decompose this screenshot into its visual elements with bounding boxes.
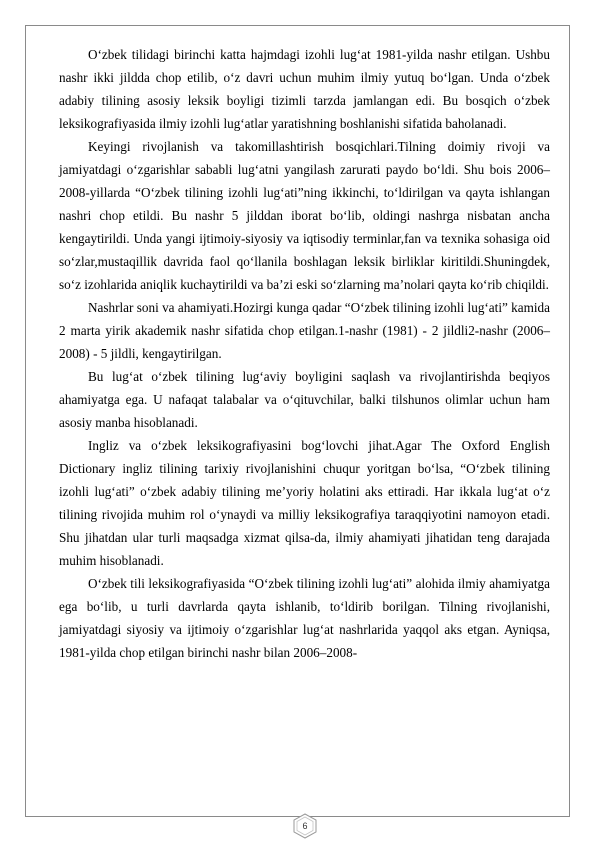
page-number-badge	[291, 812, 319, 840]
paragraph-2: Keyingi rivojlanish va takomillashtirish bosqichlari.Tilning doimiy rivoji va jamiyatdagi o‘zgarishlar sababli lug‘atni yangilash zarurati paydo bo‘ldi. Shu bois 2006–2008-yillarda “O‘zbek tilining izohli lug‘ati”ning ikkinchi, to‘ldirilgan va qayta ishlangan nashri chop etildi. Bu nashr 5 jilddan iborat bo‘lib, oldingi nashrga nisbatan ancha kengaytirildi. Unda yangi ijtimoiy-siyosiy va iqtisodiy terminlar,fan va texnika sohasiga oid so‘zlar,mustaqillik davrida faol qo‘llanila boshlagan leksik birliklar kiritildi.Shuningdek, so‘z izohlarida aniqlik kuchaytirildi va ba’zi eski so‘zlarning ma’nolari qayta ko‘rib chiqildi.	[59, 139, 550, 292]
paragraph-4: Bu lug‘at o‘zbek tilining lug‘aviy boyligini saqlash va rivojlantirishda beqiyos ahamiyatga ega. U nafaqat talabalar va o‘qituvchilar, balki tilshunos olimlar uchun ham asosiy manba hisoblanadi.	[59, 369, 550, 430]
paragraph-3: Nashrlar soni va ahamiyati.Hozirgi kunga qadar “O‘zbek tilining izohli lug‘ati” kamida 2 marta yirik akademik nashr sifatida chop etilgan.1-nashr (1981) - 2 jildli2-nashr (2006–2008) - 5 jildli, kengaytirilgan.	[59, 300, 550, 361]
document-body	[59, 43, 550, 664]
page-number: 6	[302, 821, 308, 831]
paragraph-1: O‘zbek tilidagi birinchi katta hajmdagi izohli lug‘at 1981-yilda nashr etilgan. Ushbu nashr ikki jildda chop etilib, o‘z davri uchun muhim ilmiy yutuq bo‘lgan. Unda o‘zbek adabiy tilining asosiy leksik boyligi tizimli tarzda jamlangan edi. Bu bosqich o‘zbek leksikografiyasida ilmiy izohli lug‘atlar yaratishning boshlanishi sifatida baholanadi.	[59, 47, 550, 131]
paragraph-6: O‘zbek tili leksikografiyasida “O‘zbek tilining izohli lug‘ati” alohida ilmiy ahamiyatga ega bo‘lib, u turli davrlarda qayta ishlanib, to‘ldirib borilgan. Tilning rivojlanishi, jamiyatdagi siyosiy va ijtimoiy o‘zgarishlar lug‘at nashrlarida yaqqol aks etgan. Ayniqsa, 1981-yilda chop etilgan birinchi nashr bilan 2006–2008-	[59, 576, 550, 660]
paragraph-5: Ingliz va o‘zbek leksikografiyasini bog‘lovchi jihat.Agar The Oxford English Dictionary ingliz tilining tarixiy rivojlanishini chuqur yoritgan bo‘lsa, “O‘zbek tilining izohli lug‘ati” o‘zbek adabiy tilining me’yoriy holatini aks ettiradi. Har ikkala lug‘at o‘z tilining rivojida muhim rol o‘ynaydi va milliy leksikografiya taraqqiyotini namoyon etadi. Shu jihatdan ular turli maqsadga xizmat qilsa-da, ilmiy ahamiyati jihatidan teng darajada muhim hisoblanadi.	[59, 438, 550, 568]
